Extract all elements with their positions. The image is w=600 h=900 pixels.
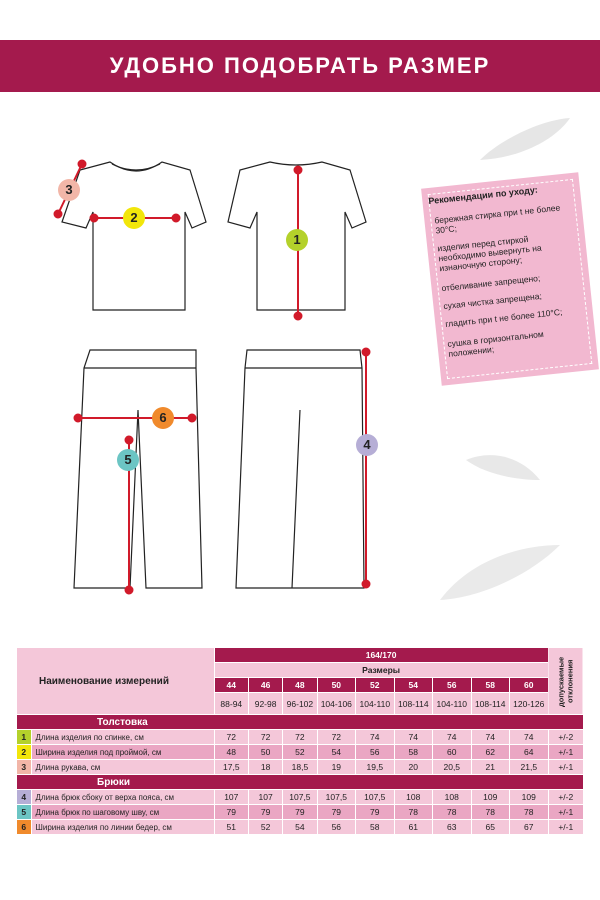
tolerance-header: допускаемые отклонения <box>548 648 583 715</box>
section-header-bottom: Брюки <box>17 775 584 790</box>
care-item: сушка в горизонтальном положении; <box>446 328 545 359</box>
table-row: 5 Длина брюк по шаговому шву, см 79 79 79 79 79 78 78 78 78 +/-1 <box>17 805 584 820</box>
table-row: 2 Ширина изделия под проймой, см 48 50 52 54 56 58 60 62 64 +/-1 <box>17 745 584 760</box>
size-cell: 44 <box>214 678 248 693</box>
care-item: изделия перед стиркой необходимо вывернуть на изнаночную сторону; <box>436 233 543 274</box>
marker-5: 5 <box>117 449 139 471</box>
size-cell: 54 <box>394 678 432 693</box>
care-item: сухая чистка запрещена; <box>442 290 543 312</box>
chest-cell: 104-110 <box>356 693 394 715</box>
page-title: УДОБНО ПОДОБРАТЬ РАЗМЕР <box>109 53 491 78</box>
marker-1: 1 <box>286 229 308 251</box>
table-row: 4 Длина брюк сбоку от верха пояса, см 107 107 107,5 107,5 107,5 108 108 109 109 +/-2 <box>17 790 584 805</box>
height-header: 164/170 <box>214 648 548 663</box>
chest-cell: 108-114 <box>471 693 509 715</box>
table-row: 3 Длина рукава, см 17,5 18 18,5 19 19,5 20 20,5 21 21,5 +/-1 <box>17 760 584 775</box>
chest-cell: 108-114 <box>394 693 432 715</box>
chest-cell: 120-126 <box>509 693 548 715</box>
name-header: Наименование измерений <box>17 648 215 715</box>
size-cell: 58 <box>471 678 509 693</box>
size-cell: 46 <box>248 678 282 693</box>
table-row: 6 Ширина изделия по линии бедер, см 51 52 54 56 58 61 63 65 67 +/-1 <box>17 820 584 835</box>
size-cell: 52 <box>356 678 394 693</box>
care-title: Рекомендации по уходу: <box>427 184 539 207</box>
care-item: бережная стирка при t не более 30°C; <box>433 202 561 236</box>
table-row: 1 Длина изделия по спинке, см 72 72 72 72 74 74 74 74 74 +/-2 <box>17 730 584 745</box>
marker-6: 6 <box>152 407 174 429</box>
marker-2: 2 <box>123 207 145 229</box>
care-item: гладить при t не более 110°C; <box>444 306 563 329</box>
trousers-back <box>236 350 364 588</box>
size-cell: 56 <box>433 678 471 693</box>
size-table <box>16 647 584 835</box>
marker-4: 4 <box>356 434 378 456</box>
size-cell: 48 <box>283 678 317 693</box>
chest-cell: 92-98 <box>248 693 282 715</box>
marker-3: 3 <box>58 179 80 201</box>
size-cell: 50 <box>317 678 355 693</box>
sizes-header: Размеры <box>214 663 548 678</box>
size-cell: 60 <box>509 678 548 693</box>
chest-cell: 104-110 <box>433 693 471 715</box>
trousers-front <box>74 350 202 588</box>
chest-cell: 96-102 <box>283 693 317 715</box>
care-recommendations-card <box>421 172 599 385</box>
care-item: отбеливание запрещено; <box>441 272 541 294</box>
section-header-top: Толстовка <box>17 715 584 730</box>
chest-cell: 104-106 <box>317 693 355 715</box>
chest-cell: 88-94 <box>214 693 248 715</box>
tshirt-front <box>62 162 206 310</box>
